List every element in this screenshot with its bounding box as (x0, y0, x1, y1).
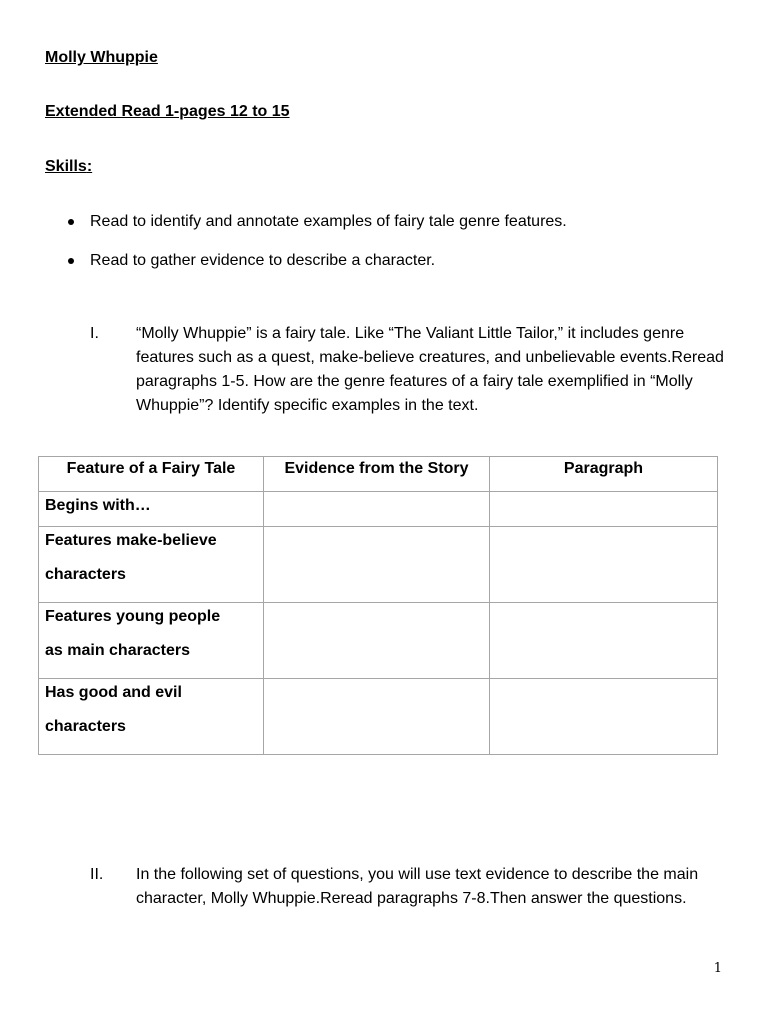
skills-list (62, 212, 567, 290)
feature-text: as main characters (45, 642, 190, 659)
bullet-icon (68, 258, 74, 264)
header-paragraph: Paragraph (490, 457, 718, 492)
skills-colon: : (86, 158, 93, 175)
table-row (39, 527, 718, 603)
skills-heading (45, 157, 92, 177)
skills-label: Skills (45, 158, 87, 175)
skill-text: Read to gather evidence to describe a character. (90, 252, 436, 269)
extended-read-heading: Extended Read 1-pages 12 to 15 (45, 103, 290, 120)
paragraph-cell[interactable] (490, 492, 718, 527)
question-1 (90, 322, 730, 418)
question-text: “Molly Whuppie” is a fairy tale. Like “The Valiant Little Tailor,” it includes genre features such as a quest, make-believe creatures, and unbelievable events.Reread paragraphs 1-5. How are the genre features of a fairy tale exemplified in “Molly Whuppie”? Identify specific examples in the text. (136, 325, 724, 414)
feature-text: Has good and evil (45, 684, 182, 701)
question-numeral: II. (90, 866, 104, 883)
paragraph-cell[interactable] (490, 679, 718, 755)
evidence-cell[interactable] (264, 679, 490, 755)
paragraph-cell[interactable] (490, 527, 718, 603)
feature-cell (39, 527, 264, 603)
feature-cell (39, 679, 264, 755)
fairy-tale-features-table (38, 456, 718, 755)
skill-text: Read to identify and annotate examples of fairy tale genre features. (90, 213, 567, 230)
feature-text: Features make-believe (45, 532, 217, 549)
evidence-cell[interactable] (264, 492, 490, 527)
document-title: Molly Whuppie (45, 49, 158, 66)
question-2 (90, 863, 730, 911)
table-row (39, 603, 718, 679)
feature-text: characters (45, 566, 126, 583)
feature-text: Features young people (45, 608, 221, 625)
question-numeral: I. (90, 325, 99, 342)
skill-item (62, 251, 567, 290)
feature-text: Begins with… (45, 497, 151, 514)
feature-cell (39, 603, 264, 679)
evidence-cell[interactable] (264, 527, 490, 603)
header-evidence: Evidence from the Story (264, 457, 490, 492)
question-text: In the following set of questions, you will use text evidence to describe the main character, Molly Whuppie.Reread paragraphs 7-8.Then answer the questions. (136, 866, 699, 907)
skill-item (62, 212, 567, 251)
evidence-cell[interactable] (264, 603, 490, 679)
feature-text: characters (45, 718, 126, 735)
bullet-icon (68, 219, 74, 225)
page-number: 1 (713, 961, 722, 976)
paragraph-cell[interactable] (490, 603, 718, 679)
table-row (39, 679, 718, 755)
header-feature: Feature of a Fairy Tale (39, 457, 264, 492)
